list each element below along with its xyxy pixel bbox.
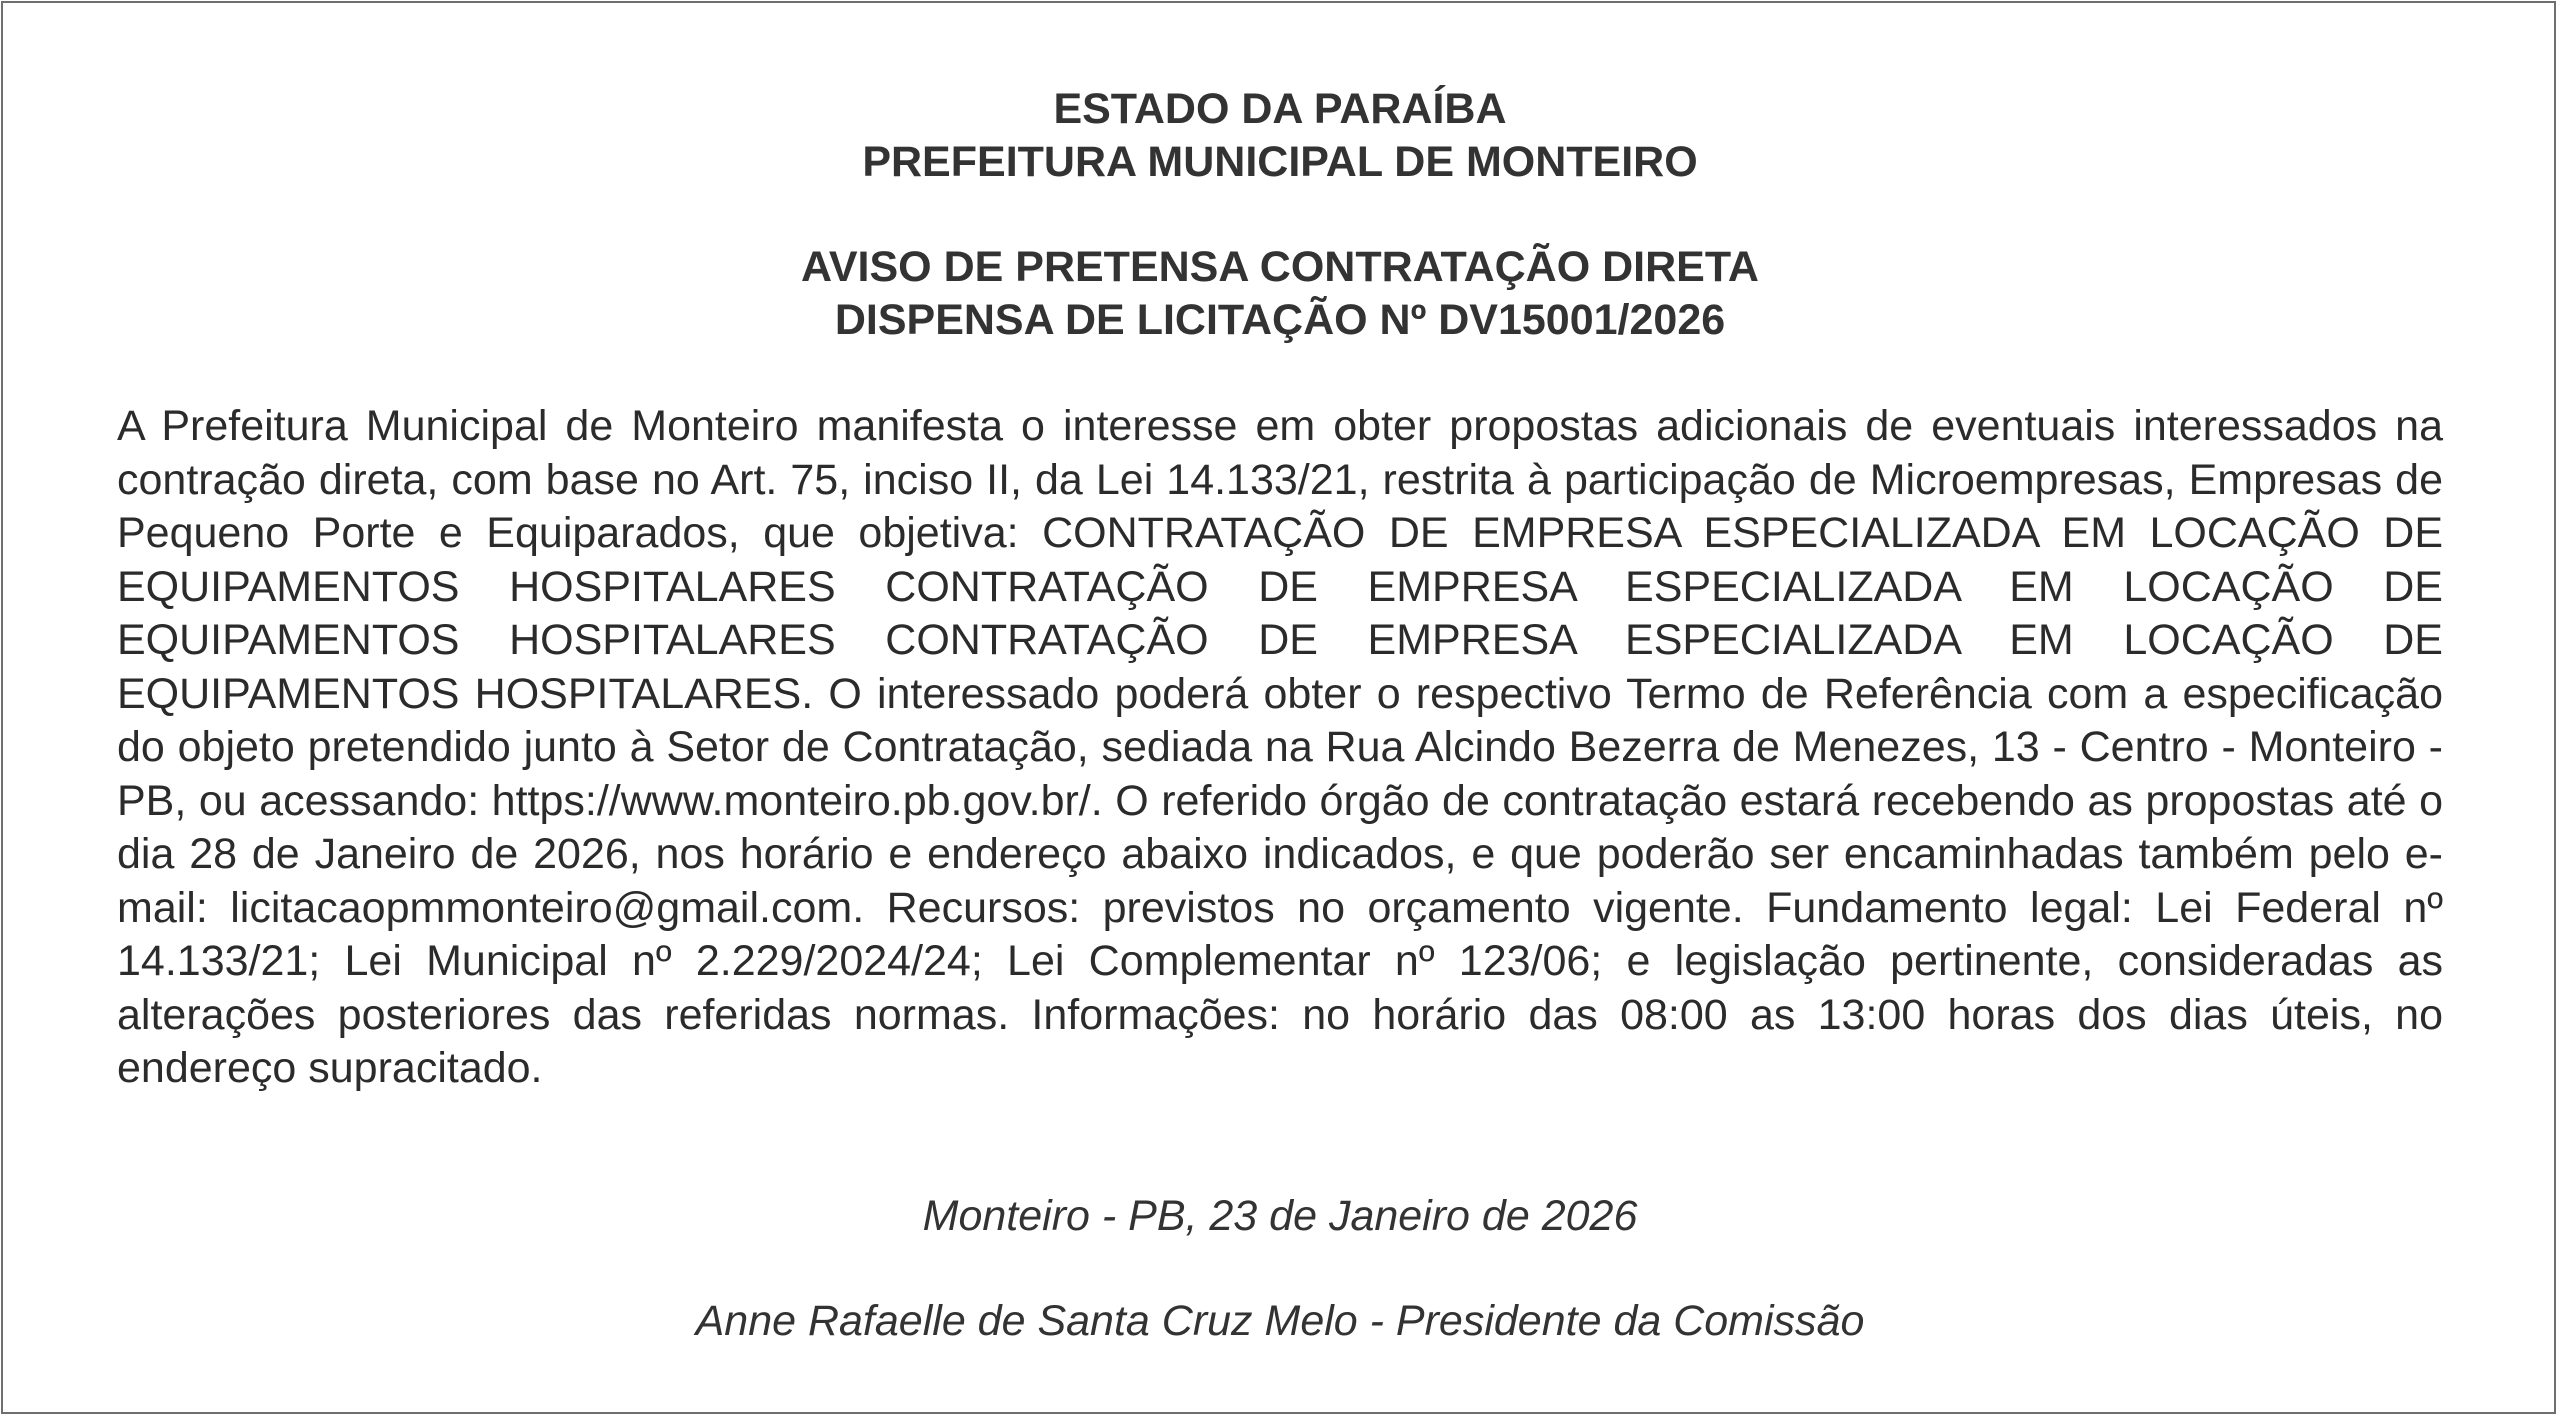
notice-title: AVISO DE PRETENSA CONTRATAÇÃO DIRETA	[801, 243, 1759, 291]
municipality-name: PREFEITURA MUNICIPAL DE MONTEIRO	[862, 138, 1698, 186]
notice-body: A Prefeitura Municipal de Monteiro manifesta o interesse em obter propostas adicionais de eventuais interessados na contração direta, com base no Art. 75, inciso II, da Lei 14.133/21, restrita à participação de Microempresas, Empresas de Pequeno Porte e Equiparados, que objetiva: CONTRATAÇÃO DE EMPRESA ESPECIALIZADA EM LOCAÇÃO DE EQUIPAMENTOS HOSPITALARES CONTRATAÇÃO DE EMPRESA ESPECIALIZADA EM LOCAÇÃO DE EQUIPAMENTOS HOSPITALARES CONTRATAÇÃO DE EMPRESA ESPECIALIZADA EM LOCAÇÃO DE EQUIPAMENTOS HOSPITALARES. O interessado poderá obter o respectivo Termo de Referência com a especificação do objeto pretendido junto à Setor de Contratação, sediada na Rua Alcindo Bezerra de Menezes, 13 - Centro - Monteiro - PB, ou acessando: https://www.monteiro.pb.gov.br/. O referido órgão de contratação estará recebendo as propostas até o dia 28 de Janeiro de 2026, nos horário e endereço abaixo indicados, e que poderão ser encaminhadas também pelo e-mail: licitacaopmmonteiro@gmail.com. Recursos: previstos no orçamento vigente. Fundamento legal: Lei Federal nº 14.133/21; Lei Municipal nº 2.229/2024/24; Lei Complementar nº 123/06; e legislação pertinente, consideradas as alterações posteriores das referidas normas. Informações: no horário das 08:00 as 13:00 horas dos dias úteis, no endereço supracitado.	[117, 402, 2443, 1092]
notice-header	[0, 241, 2560, 347]
signer-name: Anne Rafaelle de Santa Cruz Melo - Presidente da Comissão	[695, 1297, 1865, 1345]
issuer-header	[0, 83, 2560, 189]
state-name: ESTADO DA PARAÍBA	[1053, 85, 1507, 133]
place-date: Monteiro - PB, 23 de Janeiro de 2026	[922, 1192, 1638, 1240]
notice-reference: DISPENSA DE LICITAÇÃO Nº DV15001/2026	[834, 296, 1726, 344]
